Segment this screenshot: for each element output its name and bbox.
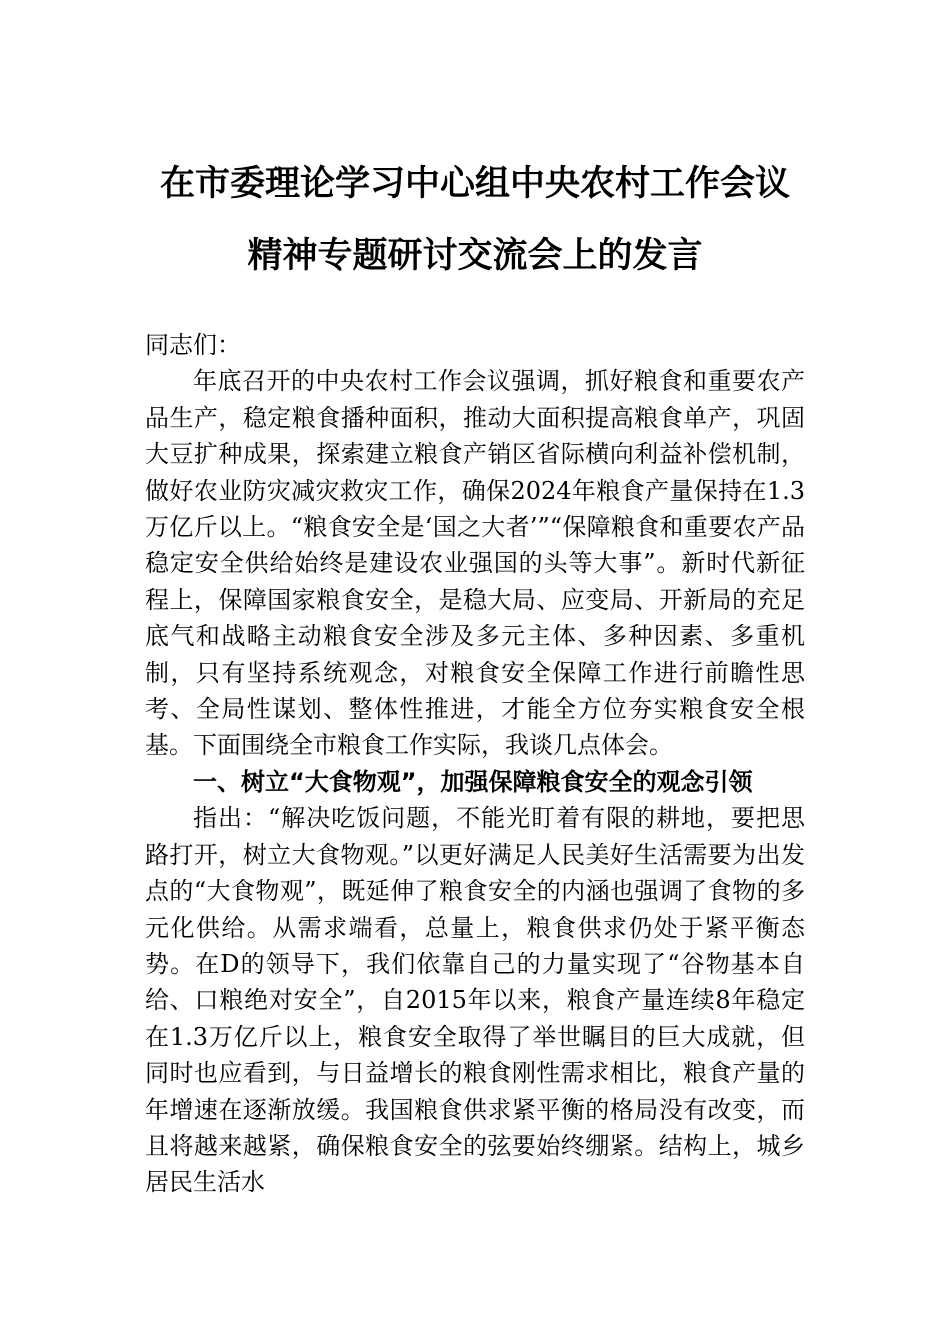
- paragraph-section-1: 指出：“解决吃饭问题，不能光盯着有限的耕地，要把思路打开，树立大食物观。”以更好满足人民美好生活需要为出发点的“大食物观”，既延伸了粮食安全的内涵也强调了食物的多元化供给。从需求端看，总量上，粮食供求仍处于紧平衡态势。在D的领导下，我们依靠自己的力量实现了“谷物基本自给、口粮绝对安全”，自2015年以来，粮食产量连续8年稳定在1.3万亿斤以上，粮食安全取得了举世瞩目的巨大成就，但同时也应看到，与日益增长的粮食刚性需求相比，粮食产量的年增速在逐渐放缓。我国粮食供求紧平衡的格局没有改变，而且将越来越紧，确保粮食安全的弦要始终绷紧。结构上，城乡居民生活水: [145, 804, 805, 1197]
- section-heading-1: 一、树立“大食物观”，加强保障粮食安全的观念引领: [193, 767, 753, 796]
- paragraph-intro: 年底召开的中央农村工作会议强调，抓好粮食和重要农产品生产，稳定粮食播种面积，推动大面积提高粮食单产，巩固大豆扩种成果，探索建立粮食产销区省际横向利益补偿机制，做好农业防灾减灾救灾工作，确保2024年粮食产量保持在1.3万亿斤以上。“粮食安全是‘国之大者’”“保障粮食和重要农产品稳定安全供给始终是建设农业强国的头等大事”。新时代新征程上，保障国家粮食安全，是稳大局、应变局、开新局的充足底气和战略主动粮食安全涉及多元主体、多种因素、多重机制，只有坚持系统观念，对粮食安全保障工作进行前瞻性思考、全局性谋划、整体性推进，才能全方位夯实粮食安全根基。下面围绕全市粮食工作实际，我谈几点体会。: [145, 367, 805, 760]
- document-title-line-1: 在市委理论学习中心组中央农村工作会议: [159, 163, 790, 204]
- document-body: [145, 327, 805, 1201]
- salutation: 同志们：: [145, 331, 241, 359]
- document-title-line-2: 精神专题研讨交流会上的发言: [247, 235, 703, 276]
